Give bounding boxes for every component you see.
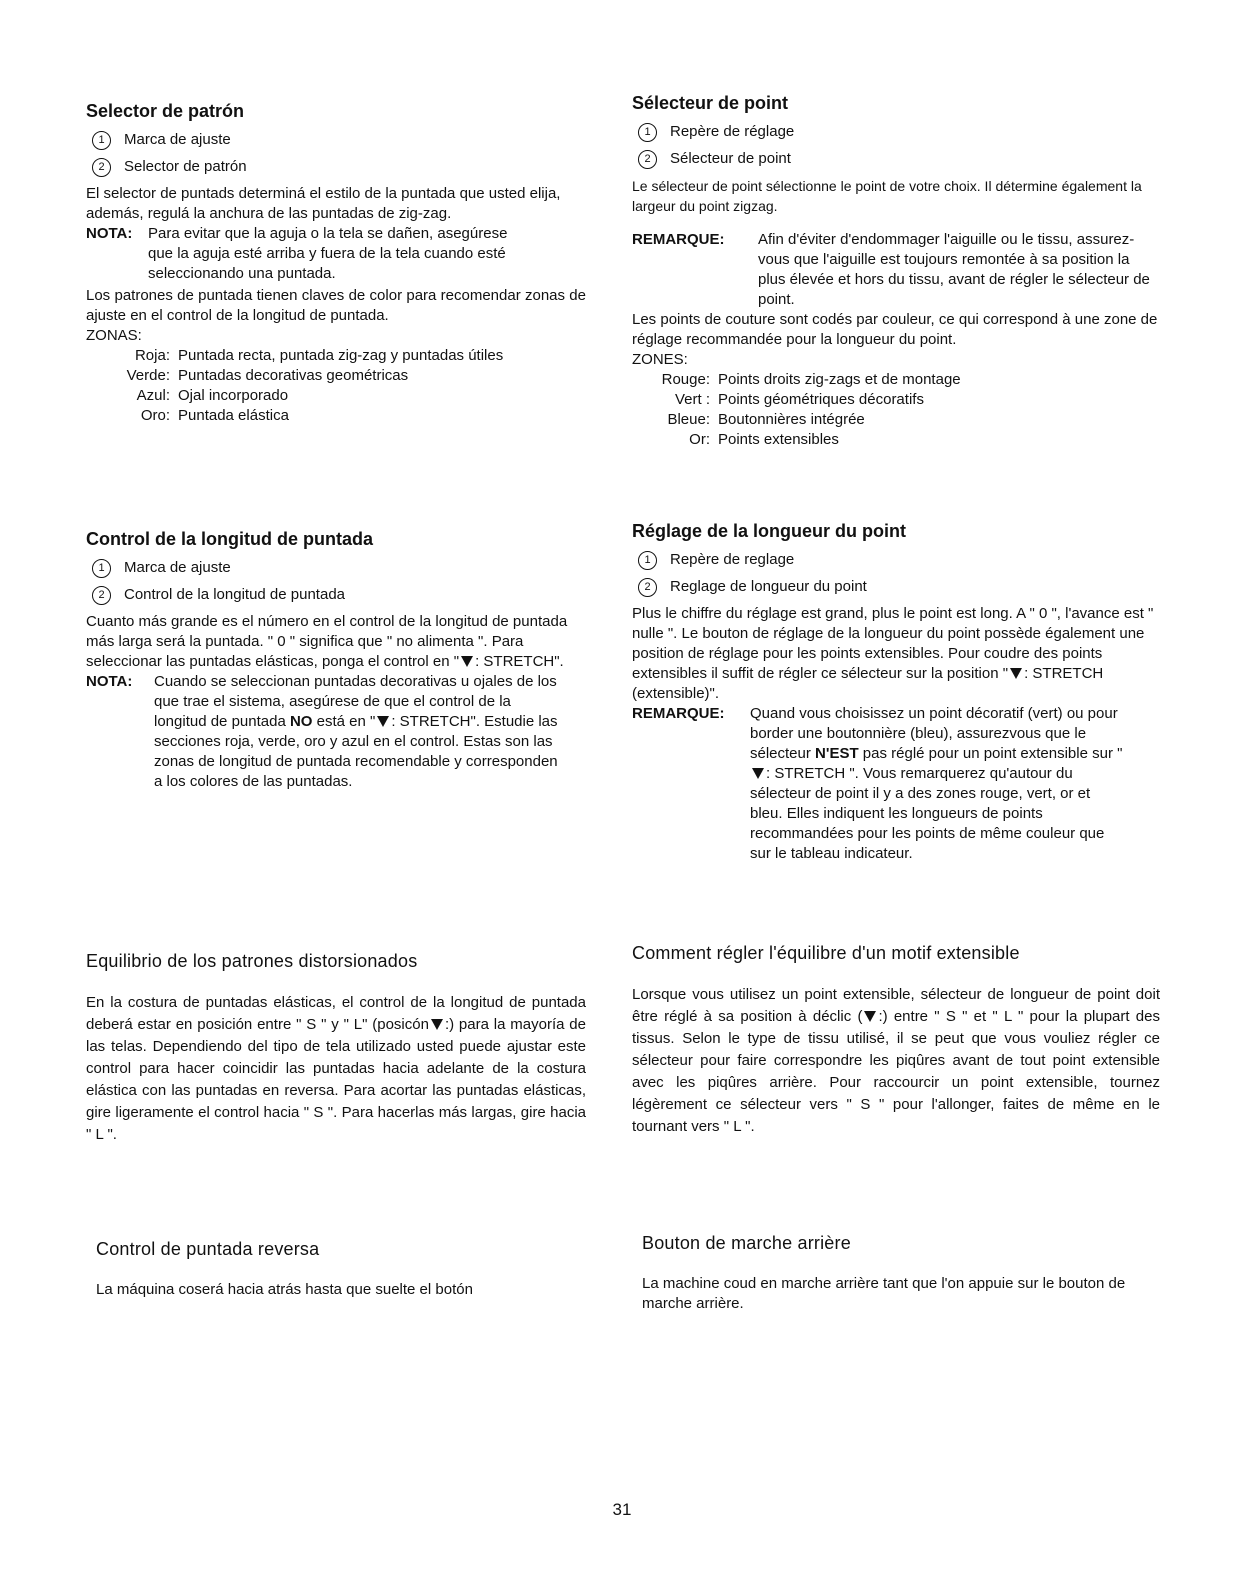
- zone-value: Ojal incorporado: [178, 387, 289, 404]
- callout-2: [632, 577, 1160, 597]
- body-text: La máquina coserá hacia atrás hasta que suelte el botón: [96, 1281, 473, 1298]
- zone-row: [632, 430, 1160, 450]
- zone-key: Vert :: [674, 391, 710, 408]
- body-text-part: Lorsque vous utilisez un point extensible, sélecteur de longueur de point doit être réglé à sa position à déclic (: [632, 986, 1160, 1025]
- zone-value: Points géométriques décoratifs: [718, 391, 924, 408]
- fr-balance-section: [632, 942, 1160, 1138]
- body-text-part: :) para la mayoría de las telas. Dependiendo del tipo de tela utilizado usted puede ajustar este control para hacer coincidir las puntadas hacia adelante de la costura elástica con las puntadas en reversa. Para acortar las puntadas elásticas, gire ligeramente el control hacia " S ". Para hacerlas más largas, gire hacia " L ".: [86, 1016, 586, 1143]
- zone-value: Puntada elástica: [178, 407, 289, 424]
- body-text-part: : STRETCH".: [475, 653, 564, 670]
- es-balance-section: [86, 950, 586, 1146]
- callout-number: 1: [92, 559, 111, 578]
- zone-value: Points extensibles: [718, 431, 839, 448]
- section-title: Control de puntada reversa: [96, 1239, 320, 1259]
- stretch-symbol-icon: [1010, 668, 1022, 679]
- body-text: [632, 604, 1160, 704]
- callout-1: [632, 550, 1160, 570]
- note-emphasis: NO: [289, 713, 313, 730]
- body-text-part: Cuanto más grande es el número en el control de la longitud de puntada más larga será la puntada. " 0 " significa que " no alimenta ". Para seleccionar las puntadas elásticas, ponga el control en ": [86, 613, 568, 670]
- zone-key: Bleue:: [667, 411, 710, 428]
- body-text-part: : STRETCH (extensible)".: [632, 665, 1104, 702]
- body-text: Le sélecteur de point sélectionne le point de votre choix. Il détermine également la largeur du point zigzag.: [632, 178, 1142, 214]
- zones-title: ZONAS:: [86, 327, 142, 344]
- stretch-symbol-icon: [864, 1011, 876, 1022]
- callout-label: Selector de patrón: [124, 158, 247, 175]
- section-title: Control de la longitud de puntada: [86, 529, 373, 549]
- body-text-part: Plus le chiffre du réglage est grand, plus le point est long. A " 0 ", l'avance est " nulle ". Le bouton de réglage de la longueur du point possède également une position de réglage pour les points extensibles. Pour coudre des points extensibles il suffit de régler ce sélecteur sur la position ": [632, 605, 1154, 682]
- body-text-part: :) entre " S " et " L " pour la plupart des tissus. Selon le type de tissu utilisé, il se peut que vous vouliez régler ce sélecteur pour faire correspondre les piqûres avant de tout point extensible avec les piqûres arrière. Pour raccourcir un point extensible, tournez légèrement ce sélecteur vers " S " pour l'allonger, faites de même en le tournant vers " L ".: [632, 1008, 1160, 1135]
- stretch-symbol-icon: [377, 716, 389, 727]
- callout-2: [632, 149, 1160, 169]
- body-text: Los patrones de puntada tienen claves de color para recomendar zonas de ajuste en el control de la longitud de puntada.: [86, 287, 586, 324]
- callout-2: [86, 157, 586, 177]
- callout-number: 1: [92, 131, 111, 150]
- note-label: REMARQUE:: [632, 705, 725, 722]
- callout-label: Repère de reglage: [670, 551, 795, 568]
- page-number: 31: [612, 1500, 632, 1519]
- note-text-part: está en ": [312, 713, 376, 730]
- body-text-part: En la costura de puntadas elásticas, el control de la longitud de puntada deberá estar en posición entre " S " y " L" (posicón: [86, 994, 586, 1033]
- note-text-part: pas réglé pour un point extensible sur ": [858, 745, 1123, 762]
- zone-value: Puntada recta, puntada zig-zag y puntadas útiles: [178, 347, 504, 364]
- callout-label: Marca de ajuste: [124, 131, 231, 148]
- zone-row: [632, 410, 1160, 430]
- callout-label: Sélecteur de point: [670, 150, 791, 167]
- callout-number: 1: [638, 123, 657, 142]
- body-text: La machine coud en marche arrière tant que l'on appuie sur le bouton de marche arrière.: [642, 1275, 1126, 1312]
- es-selector-section: [86, 100, 586, 426]
- callout-label: Reglage de longueur du point: [670, 578, 867, 595]
- callout-label: Repère de réglage: [670, 123, 795, 140]
- callout-number: 2: [638, 150, 657, 169]
- zone-value: Puntadas decorativas geométricas: [178, 367, 409, 384]
- note-text-part: : STRETCH". Estudie las secciones roja, verde, oro y azul en el control. Estas son las zonas de longitud de puntada recomendable y corresponden a los colores de las puntadas.: [154, 713, 558, 790]
- zone-key: Azul:: [136, 387, 170, 404]
- zones-title: ZONES:: [632, 351, 688, 368]
- callout-number: 2: [92, 158, 111, 177]
- note: [632, 230, 1160, 310]
- body-text: [86, 612, 586, 672]
- es-length-section: [86, 528, 586, 792]
- zone-value: Points droits zig-zags et de montage: [718, 371, 961, 388]
- body-text: [86, 992, 586, 1146]
- callout-2: [86, 585, 586, 605]
- note-text: Afin d'éviter d'endommager l'aiguille ou le tissu, assurez-vous que l'aiguille est toujours remontée à sa position la plus élevée et hors du tissu, avant de régler le sélecteur de point.: [758, 231, 1150, 308]
- section-title: Réglage de la longueur du point: [632, 521, 907, 541]
- section-title: Comment régler l'équilibre d'un motif extensible: [632, 943, 1020, 963]
- note-label: NOTA:: [86, 225, 133, 242]
- stretch-symbol-icon: [752, 768, 764, 779]
- body-text: [632, 984, 1160, 1138]
- note: [86, 672, 586, 792]
- fr-reverse-section: [642, 1232, 1142, 1314]
- body-text: Les points de couture sont codés par couleur, ce qui correspond à une zone de réglage recommandée pour la longueur du point.: [632, 311, 1158, 348]
- zone-key: Oro:: [140, 407, 170, 424]
- section-title: Bouton de marche arrière: [642, 1233, 851, 1253]
- stretch-symbol-icon: [431, 1019, 443, 1030]
- note-text-part: Quand vous choisissez un point décoratif (vert) ou pour border une boutonnière (bleu), assurezvous que le sélecteur: [750, 705, 1118, 762]
- zone-key: Roja:: [134, 347, 170, 364]
- note-label: REMARQUE:: [632, 231, 725, 248]
- zone-value: Boutonnières intégrée: [718, 411, 865, 428]
- zone-row: [86, 346, 586, 366]
- callout-number: 2: [638, 578, 657, 597]
- fr-length-section: [632, 520, 1160, 864]
- zone-key: Rouge:: [661, 371, 710, 388]
- fr-selector-section: [632, 92, 1160, 450]
- note-text: [154, 672, 586, 792]
- es-reverse-section: [96, 1238, 596, 1300]
- callout-label: Control de la longitud de puntada: [124, 586, 346, 603]
- zone-row: [632, 370, 1160, 390]
- body-text: El selector de puntads determiná el estilo de la puntada que usted elija, además, regulá la anchura de las puntadas de zig-zag.: [86, 185, 561, 222]
- section-title: Equilibrio de los patrones distorsionados: [86, 951, 418, 971]
- note-text-part: : STRETCH ". Vous remarquerez qu'autour du sélecteur de point il y a des zones rouge, vert, or et bleu. Elles indiquent les longueurs de points recommandées pour les points de même couleur que sur le tableau indicateur.: [750, 765, 1105, 862]
- callout-1: [632, 122, 1160, 142]
- note: [632, 704, 1160, 864]
- note-text: Para evitar que la aguja o la tela se dañen, asegúrese que la aguja esté arriba y fuera de la tela cuando esté seleccionando una puntada.: [148, 225, 508, 282]
- note: [86, 224, 586, 284]
- zone-key: Or:: [689, 431, 710, 448]
- callout-label: Marca de ajuste: [124, 559, 231, 576]
- zone-row: [632, 390, 1160, 410]
- callout-1: [86, 130, 586, 150]
- note-label: NOTA:: [86, 673, 133, 690]
- stretch-symbol-icon: [461, 656, 473, 667]
- callout-1: [86, 558, 586, 578]
- note-text-part: Cuando se seleccionan puntadas decorativas u ojales de los que trae el sistema, asegúrese de que el control de la longitud de puntada: [154, 673, 557, 730]
- callout-number: 1: [638, 551, 657, 570]
- zone-key: Verde:: [126, 367, 170, 384]
- note-text: [750, 704, 1160, 864]
- zone-row: [86, 386, 586, 406]
- callout-number: 2: [92, 586, 111, 605]
- note-emphasis: N'EST: [815, 745, 859, 762]
- zone-row: [86, 366, 586, 386]
- section-title: Selector de patrón: [86, 101, 245, 121]
- section-title: Sélecteur de point: [632, 93, 789, 113]
- zone-row: [86, 406, 586, 426]
